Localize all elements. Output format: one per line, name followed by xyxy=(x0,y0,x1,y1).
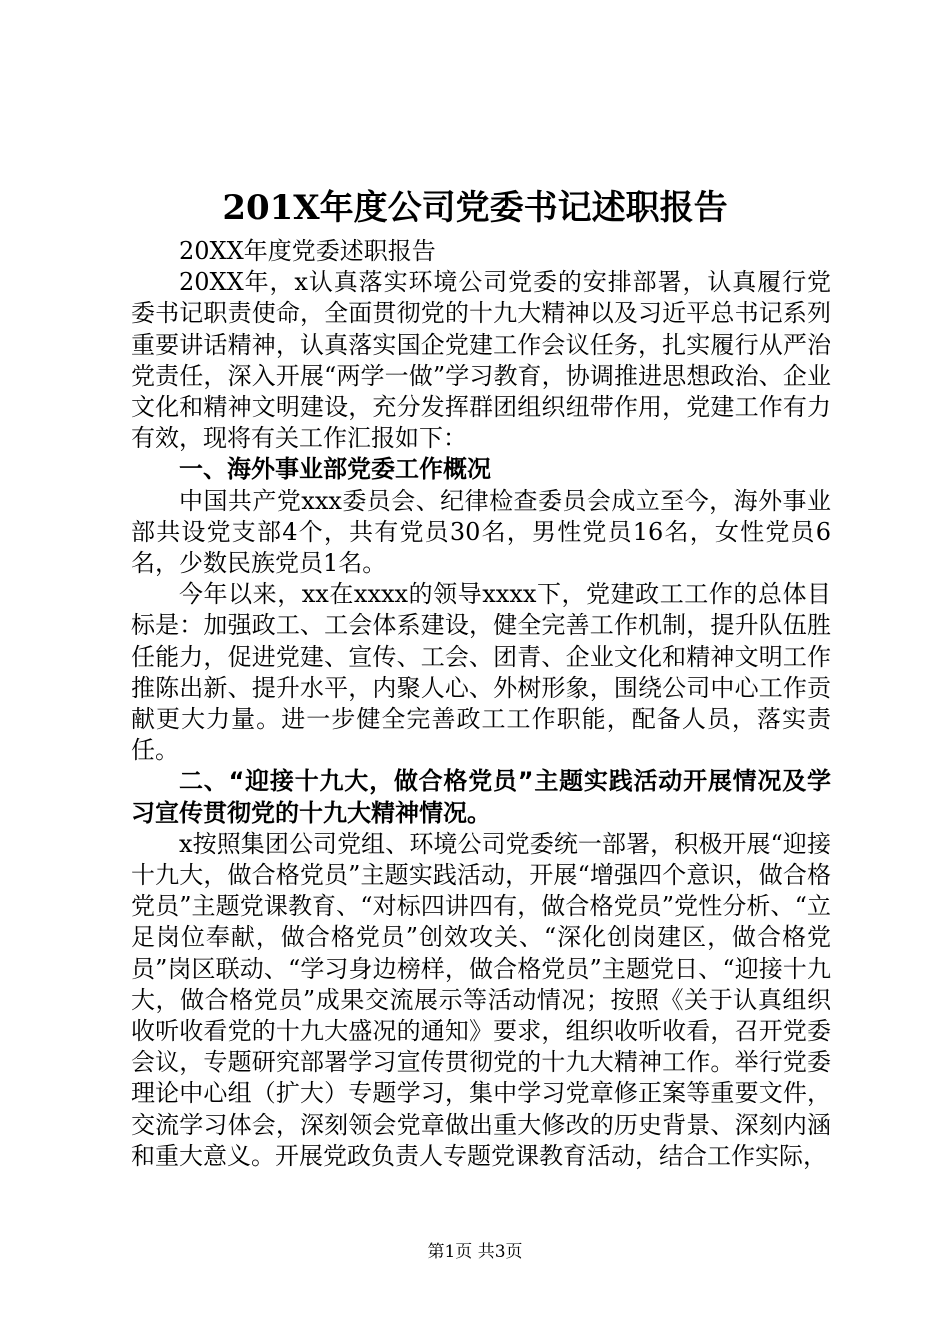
page-footer: 第1页 共3页 xyxy=(427,1242,523,1262)
document-title: 201X年度公司党委书记述职报告 xyxy=(222,188,728,228)
document-body xyxy=(131,236,831,1172)
section1-paragraph-2: 今年以来，xx在xxxx的领导xxxx下，党建政工工作的总体目标是：加强政工、工会体系建设，健全完善工作机制，提升队伍胜任能力，促进党建、宣传、工会、团青、企业文化和精神文明工作推陈出新、提升水平，内聚人心、外树形象，围绕公司中心工作贡献更大力量。进一步健全完善政工工作职能，配备人员，落实责任。 xyxy=(131,580,831,765)
intro-paragraph: 20XX年，x认真落实环境公司党委的安排部署，认真履行党委书记职责使命，全面贯彻党的十九大精神以及习近平总书记系列重要讲话精神，认真落实国企党建工作会议任务，扎实履行从严治党责任，深入开展“两学一做”学习教育，协调推进思想政治、企业文化和精神文明建设，充分发挥群团组织纽带作用，党建工作有力有效，现将有关工作汇报如下： xyxy=(131,268,831,453)
section-heading-2: 二、“迎接十九大，做合格党员”主题实践活动开展情况及学习宣传贯彻党的十九大精神情况。 xyxy=(131,767,831,827)
section1-paragraph-1: 中国共产党xxx委员会、纪律检查委员会成立至今，海外事业部共设党支部4个，共有党员30名，男性党员16名，女性党员6名，少数民族党员1名。 xyxy=(131,486,831,578)
section-heading-1: 一、海外事业部党委工作概况 xyxy=(179,455,491,484)
section2-paragraph-1: x按照集团公司党组、环境公司党委统一部署，积极开展“迎接十九大，做合格党员”主题实践活动，开展“增强四个意识，做合格党员”主题党课教育、“对标四讲四有，做合格党员”党性分析、“立足岗位奉献，做合格党员”创效攻关、“深化创岗建区，做合格党员”岗区联动、“学习身边榜样，做合格党员”主题党日、“迎接十九大，做合格党员”成果交流展示等活动情况；按照《关于认真组织收听收看党的十九大盛况的通知》要求，组织收听收看，召开党委会议，专题研究部署学习宣传贯彻党的十九大精神工作。举行党委理论中心组（扩大）专题学习，集中学习党章修正案等重要文件，交流学习体会，深刻领会党章做出重大修改的历史背景、深刻内涵和重大意义。开展党政负责人专题党课教育活动，结合工作实际， xyxy=(131,829,831,1170)
document-subtitle: 20XX年度党委述职报告 xyxy=(179,237,436,265)
